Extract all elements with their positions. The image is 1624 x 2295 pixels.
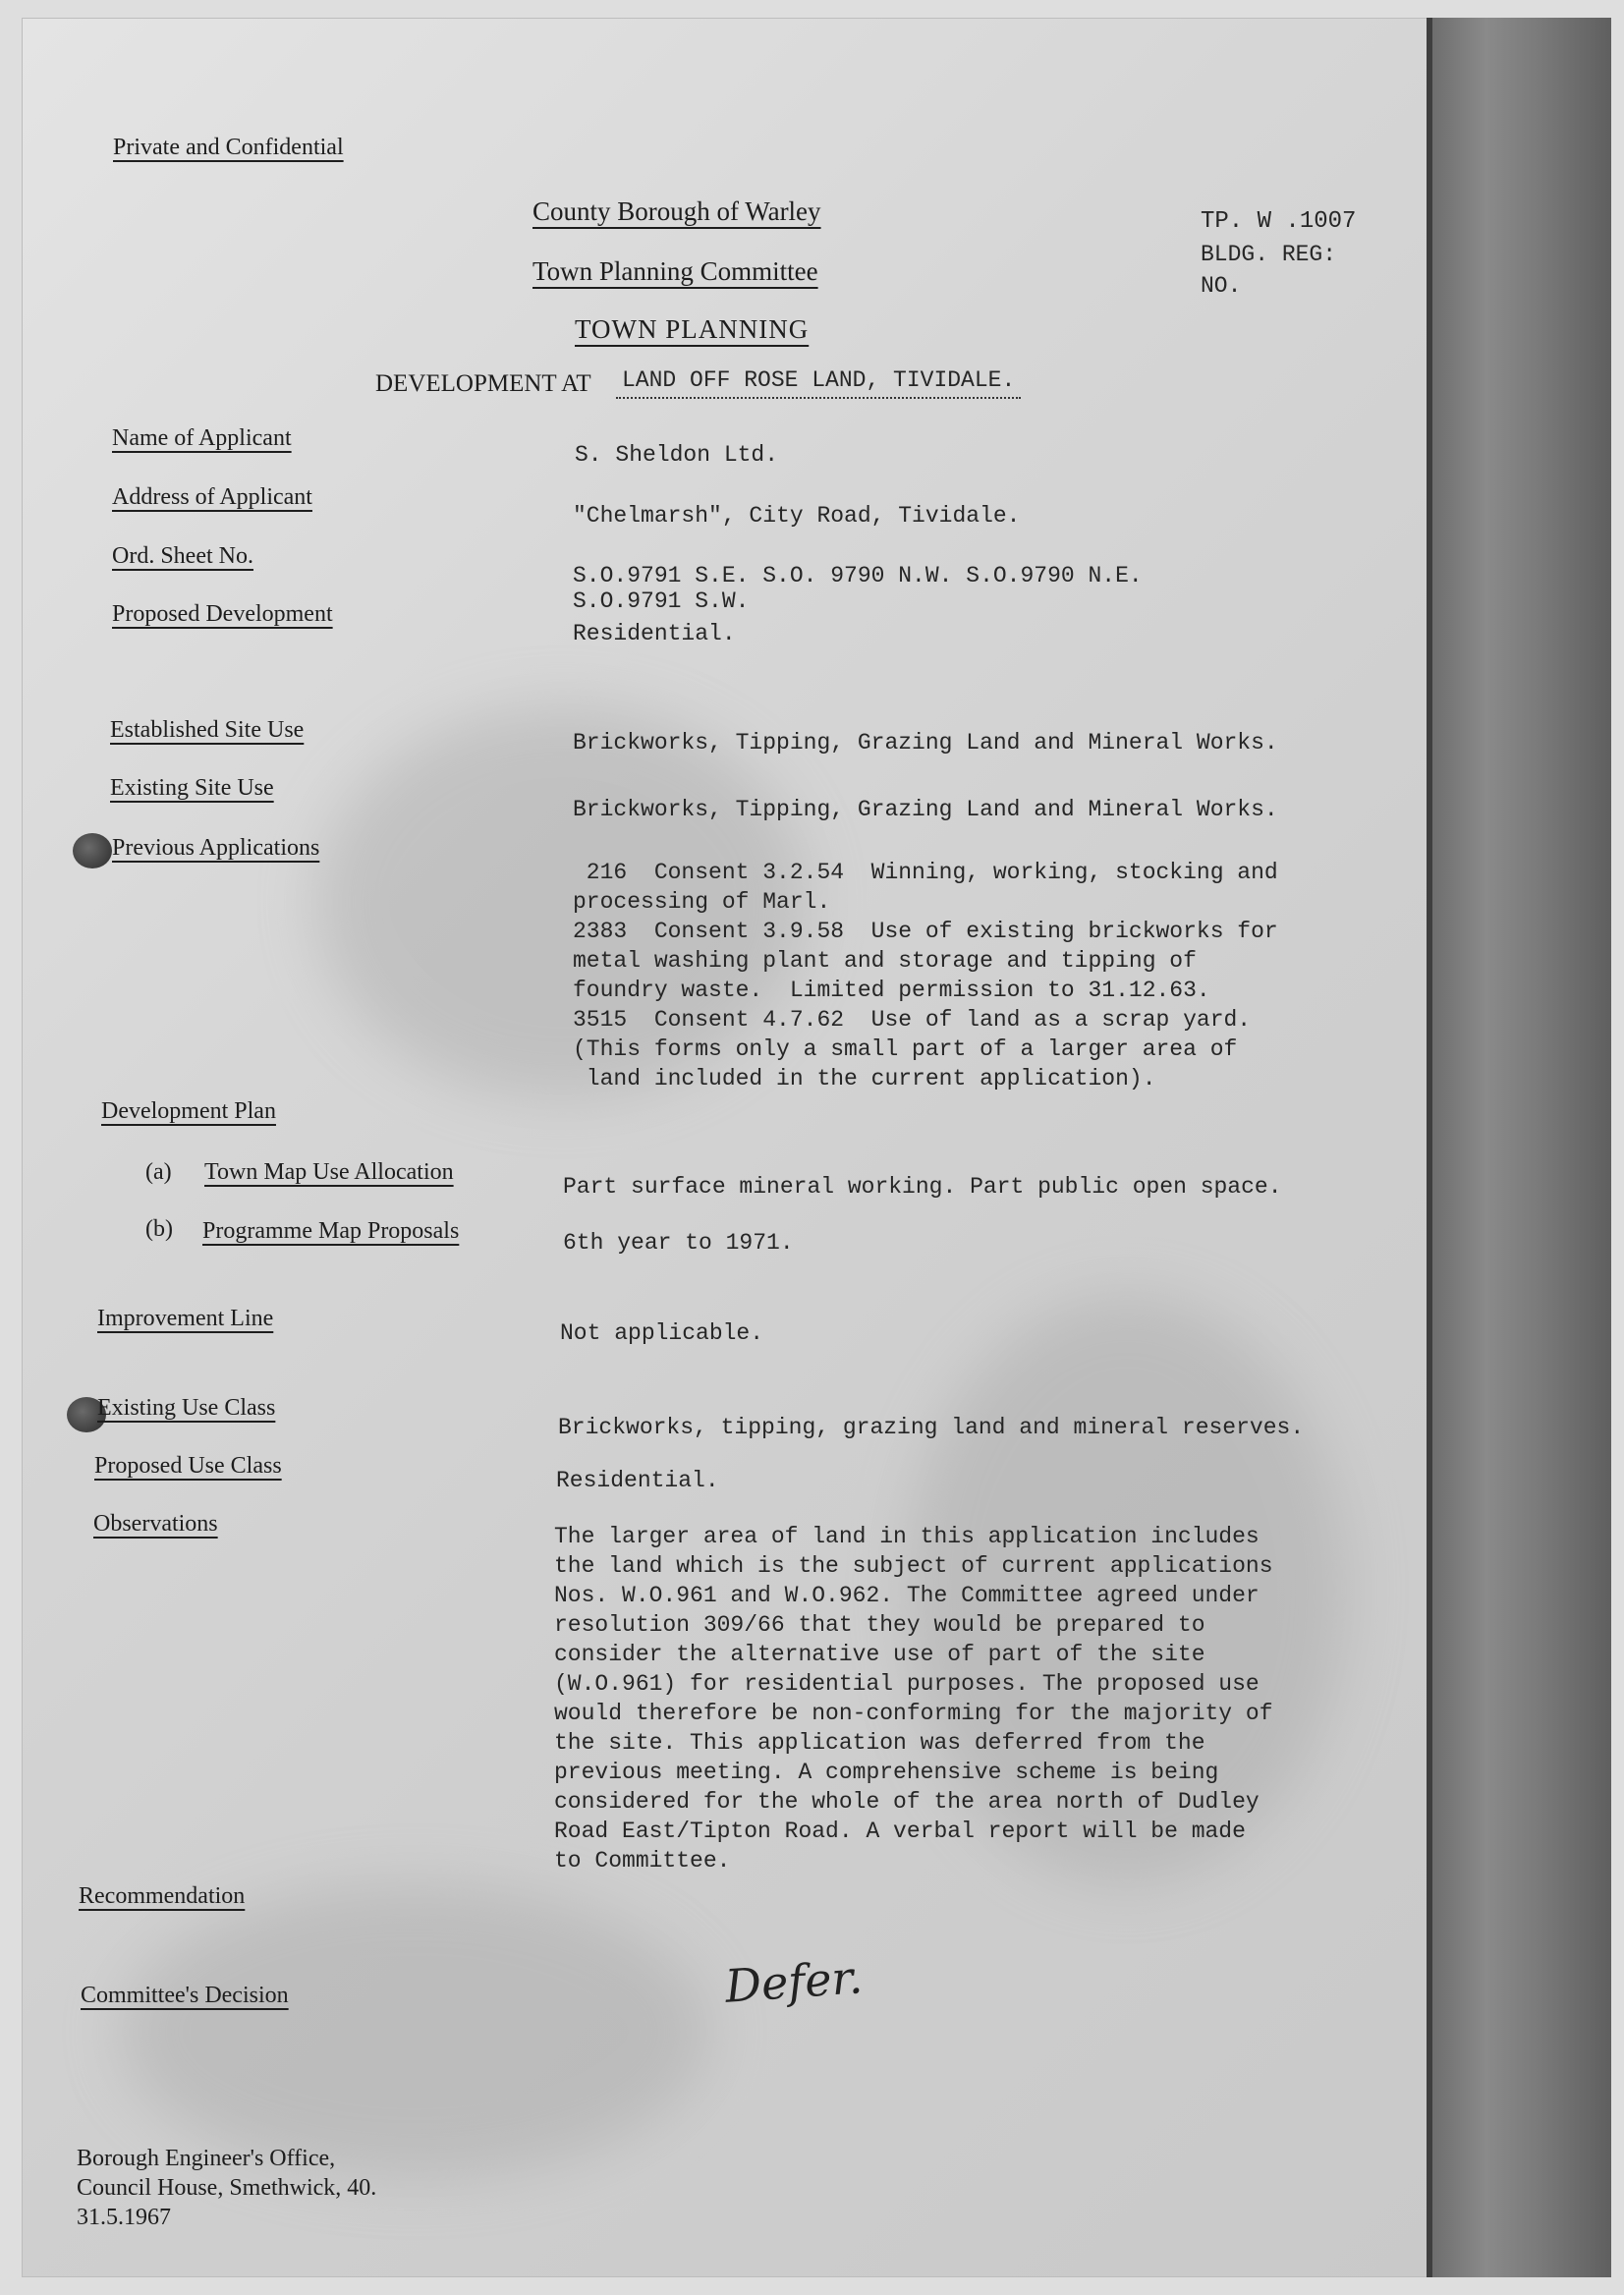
observations-text [554,1522,1273,1875]
development-at-label: DEVELOPMENT AT [375,370,591,397]
ord-sheet-line2: S.O.9791 S.W. [573,588,750,614]
bldg-reg-label: BLDG. REG: [1201,242,1337,267]
ord-sheet-line1: S.O.9791 S.E. S.O. 9790 N.W. S.O.9790 N.E. [573,563,1143,588]
document-page [22,18,1432,2277]
item-b-marker: (b) [145,1216,173,1242]
ord-sheet-label: Ord. Sheet No. [112,543,253,569]
stain [120,1884,709,2179]
proposed-use-class-value: Residential. [556,1468,719,1493]
observations-line: The larger area of land in this application includes [554,1524,1260,1549]
previous-applications-line: foundry waste. Limited permission to 31.12.63. [573,978,1210,1003]
binding-spine [1432,18,1611,2277]
borough-name: County Borough of Warley [532,196,821,226]
programme-map-proposals-value: 6th year to 1971. [563,1230,794,1256]
observations-line: Nos. W.O.961 and W.O.962. The Committee agreed under [554,1583,1260,1608]
programme-map-proposals-label: Programme Map Proposals [202,1218,460,1244]
proposed-use-class-label: Proposed Use Class [94,1453,282,1479]
previous-applications-line: land included in the current application). [573,1066,1156,1092]
applicant-name-label: Name of Applicant [112,425,292,451]
previous-applications-line: 3515 Consent 4.7.62 Use of land as a scrap yard. [573,1007,1252,1033]
bldg-reg-no: NO. [1201,273,1242,299]
improvement-line-value: Not applicable. [560,1320,764,1346]
punch-hole-icon [73,833,112,868]
proposed-development-label: Proposed Development [112,601,333,627]
previous-applications-line: metal washing plant and storage and tipping of [573,948,1197,974]
observations-line: to Committee. [554,1848,731,1874]
existing-site-use-value: Brickworks, Tipping, Grazing Land and Mineral Works. [573,797,1278,822]
previous-applications-line: 216 Consent 3.2.54 Winning, working, stocking and [573,860,1278,885]
observations-label: Observations [93,1511,218,1537]
observations-line: would therefore be non-conforming for the majority of [554,1701,1273,1726]
document-date: 31.5.1967 [77,2205,171,2230]
office-line1: Borough Engineer's Office, [77,2146,336,2171]
development-plan-label: Development Plan [101,1098,276,1124]
office-line2: Council House, Smethwick, 40. [77,2175,377,2201]
document-title: TOWN PLANNING [575,314,810,344]
observations-line: consider the alternative use of part of the site [554,1642,1205,1667]
existing-site-use-label: Existing Site Use [110,775,274,801]
previous-applications-label: Previous Applications [112,835,320,861]
observations-line: the land which is the subject of current applications [554,1553,1273,1579]
observations-line: considered for the whole of the area north of Dudley [554,1789,1260,1815]
established-site-use-label: Established Site Use [110,717,305,743]
previous-applications-text [573,858,1278,1093]
previous-applications-line: 2383 Consent 3.9.58 Use of existing brickworks for [573,919,1278,944]
handwritten-decision: Defer. [723,1950,865,2013]
observations-line: Road East/Tipton Road. A verbal report will be made [554,1819,1246,1844]
applicant-address-value: "Chelmarsh", City Road, Tividale. [573,503,1021,529]
development-site: LAND OFF ROSE LAND, TIVIDALE. [616,365,1021,399]
private-confidential: Private and Confidential [113,135,344,160]
recommendation-label: Recommendation [79,1883,246,1909]
committee-name: Town Planning Committee [532,256,818,286]
town-map-use-allocation-value: Part surface mineral working. Part public open space. [563,1174,1282,1200]
previous-applications-line: (This forms only a small part of a larger area of [573,1036,1238,1062]
item-a-marker: (a) [145,1159,172,1185]
proposed-development-value: Residential. [573,621,736,646]
existing-use-class-value: Brickworks, tipping, grazing land and mineral reserves. [558,1415,1305,1440]
applicant-name-value: S. Sheldon Ltd. [575,442,779,468]
observations-line: (W.O.961) for residential purposes. The proposed use [554,1671,1260,1697]
improvement-line-label: Improvement Line [97,1306,274,1331]
observations-line: resolution 309/66 that they would be prepared to [554,1612,1205,1638]
existing-use-class-label: Existing Use Class [97,1395,276,1421]
applicant-address-label: Address of Applicant [112,484,312,510]
town-map-use-allocation-label: Town Map Use Allocation [204,1159,454,1185]
observations-line: the site. This application was deferred from the [554,1730,1205,1756]
observations-line: previous meeting. A comprehensive scheme is being [554,1760,1219,1785]
established-site-use-value: Brickworks, Tipping, Grazing Land and Mineral Works. [573,730,1278,756]
previous-applications-line: processing of Marl. [573,889,831,915]
reference-number: TP. W .1007 [1201,208,1357,235]
committee-decision-label: Committee's Decision [81,1983,289,2008]
